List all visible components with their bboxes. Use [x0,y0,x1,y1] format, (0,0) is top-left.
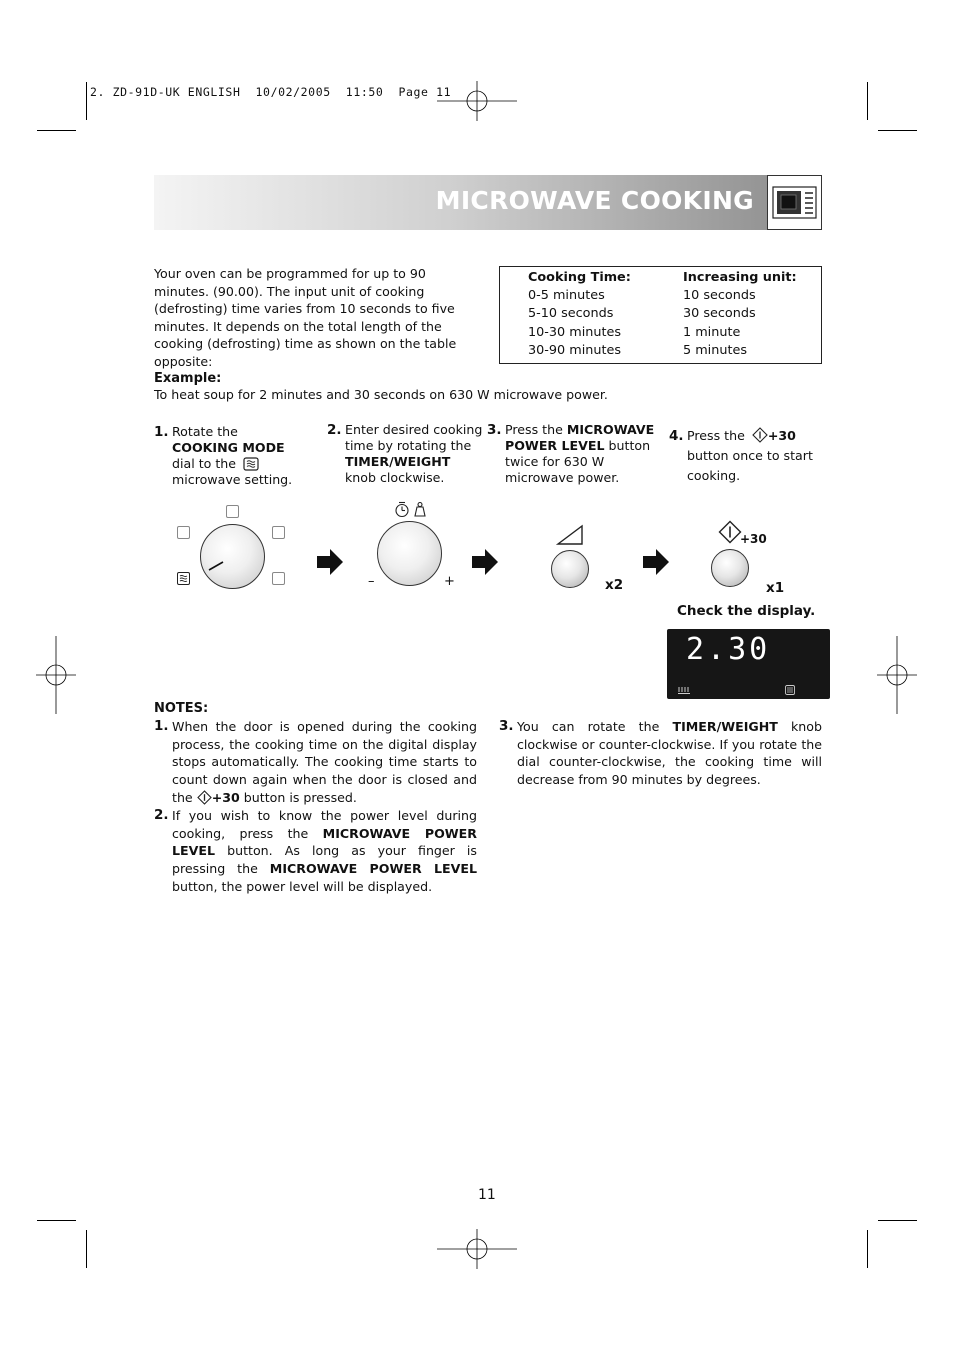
step-text: Press the [687,428,745,443]
page-number: 11 [478,1187,496,1203]
step-text-bold: +30 [767,428,796,443]
note-text: If you wish to know the power level during cooking, press the [172,808,477,841]
crop-mark [37,130,76,131]
note-text: knob clockwise or counter-clockwise. If you rotate the dial counter-clockwise, the cooking time will decrease from 90 minutes by degrees. [517,719,822,788]
step-text: knob clockwise. [345,470,445,485]
step-1 [154,424,314,494]
note-2 [154,807,477,899]
note-3 [499,718,822,798]
step-number: 3. [487,422,502,438]
step-text-bold: MICROWAVE [566,422,655,437]
step-text: button [608,438,651,453]
registration-mark-bottom-icon [437,1229,517,1269]
timer-icon [394,501,410,518]
increasing-unit-column [683,269,797,360]
microwave-indicator-icon [785,685,795,695]
step-2 [327,422,487,492]
power-multiplier-label: x2 [605,577,624,593]
display-value: 2.30 [686,632,771,667]
note-text: You can rotate the [517,719,660,734]
combi-mode-icon [272,526,285,539]
note-1 [154,718,477,810]
note-text: When the door is opened during the cooking process, the cooking time on the digital display stops automatically. The cooking time starts to count down again when the door is closed and the [172,719,477,805]
defrost-mode-icon [272,572,285,585]
intro-paragraph: Your oven can be programmed for up to 90 minutes. (90.00). The input unit of cooking (defrosting) time varies from 10 seconds to five minutes. It depends on the total length of the cooking (defrosting) time as shown on the table opposite: [154,266,457,369]
table-header: Increasing unit: [683,270,797,285]
digital-display [667,629,830,699]
start-plus30-button[interactable] [711,549,749,587]
grill-indicator-icon [677,685,691,695]
start-plus30-label: +30 [740,532,767,546]
minus-label: – [368,574,375,589]
example-text: To heat soup for 2 minutes and 30 seconds on 630 W microwave power. [154,387,608,402]
step-text: Enter desired cooking [345,422,483,437]
table-cell: 30 seconds [683,306,756,322]
crop-mark [37,1220,76,1221]
note-text: button. As long as your finger is pressing the [172,843,477,877]
note-number: 1. [154,718,169,734]
table-cell: 30-90 minutes [528,342,622,358]
step-text: cooking. [687,468,741,483]
note-text-bold: +30 [211,789,240,805]
note-text-bold: MICROWAVE POWER LEVEL [269,861,477,877]
crop-mark [878,1220,917,1221]
page-title: MICROWAVE COOKING [435,186,754,215]
start-icon [718,520,742,544]
table-cell: 1 minute [683,324,741,340]
cooking-time-column [528,269,631,360]
plus-label: + [444,574,455,589]
microwave-mode-icon [177,572,190,585]
step-text: microwave power. [505,470,620,485]
table-cell: 0-5 minutes [528,288,605,304]
example-label: Example: [154,371,222,386]
start-icon [752,427,768,443]
table-header: Cooking Time: [528,270,631,285]
arrow-right-icon [316,548,344,576]
title-banner [154,175,822,230]
step-number: 1. [154,424,169,440]
step-text-bold: POWER LEVEL [505,438,605,453]
step-text: Press the [505,422,563,437]
check-display-label: Check the display. [677,603,816,619]
start-multiplier-label: x1 [766,580,785,596]
step-4 [669,426,829,496]
note-number: 3. [499,718,514,734]
registration-mark-right-icon [877,636,917,714]
step-number: 2. [327,422,342,438]
start-icon [197,790,212,805]
microwave-icon [767,175,822,230]
table-cell: 10-30 minutes [528,324,622,340]
note-text-bold: TIMER/WEIGHT [672,719,778,734]
convection-mode-icon [226,505,239,518]
step-text-bold: TIMER/WEIGHT [345,454,451,469]
step-text: twice for 630 W [505,454,605,469]
note-text-bold: MICROWAVE POWER LEVEL [172,825,477,859]
cooking-time-table [499,266,822,364]
step-3 [487,422,662,492]
grill-mode-icon [177,526,190,539]
step-text-bold: COOKING MODE [172,440,285,455]
microwave-mode-icon [243,457,259,471]
step-text: microwave setting. [172,472,293,487]
note-text: button, the power level will be displayed. [172,878,433,894]
step-number: 4. [669,428,684,444]
crop-mark [878,130,917,131]
step-text: dial to the [172,456,237,471]
notes-heading: NOTES: [154,701,209,716]
step-text: time by rotating the [345,438,472,453]
step-text: Rotate the [172,424,238,439]
crop-mark [86,82,87,120]
table-cell: 5-10 seconds [528,306,614,322]
table-cell: 10 seconds [683,288,756,304]
crop-mark [867,82,868,120]
cooking-mode-dial[interactable] [200,524,265,589]
timer-weight-knob[interactable] [377,521,442,586]
note-number: 2. [154,807,169,823]
table-cell: 5 minutes [683,342,748,358]
registration-mark-left-icon [36,636,76,714]
weight-icon [413,501,427,518]
step-text: button once to start [687,448,813,463]
note-text: button is pressed. [243,789,357,805]
print-slug: 2. ZD-91D-UK ENGLISH 10/02/2005 11:50 Page 11 [90,85,452,99]
power-level-icon [556,524,584,546]
arrow-right-icon [471,548,499,576]
arrow-right-icon [642,548,670,576]
microwave-power-level-button[interactable] [551,550,589,588]
crop-mark [86,1230,87,1268]
crop-mark [867,1230,868,1268]
